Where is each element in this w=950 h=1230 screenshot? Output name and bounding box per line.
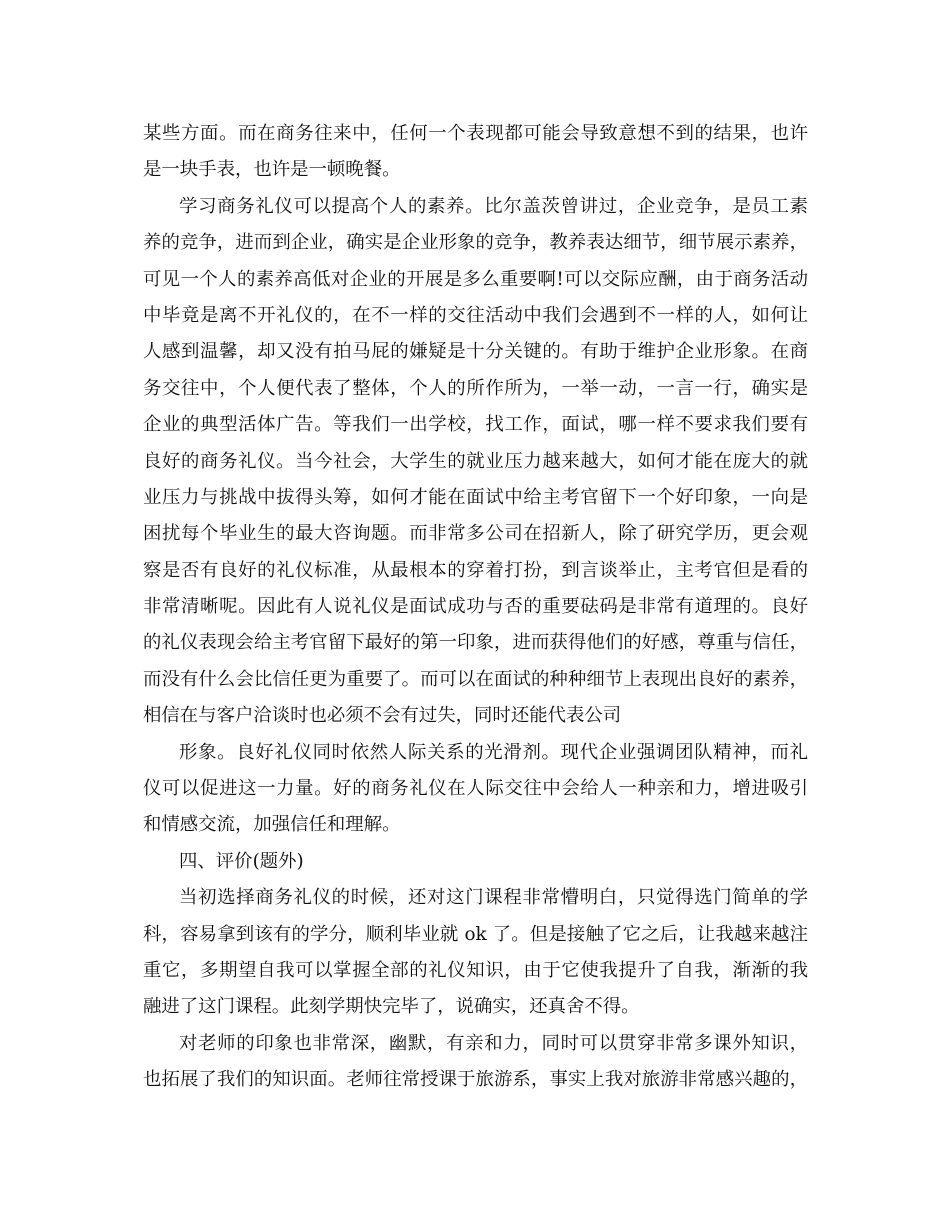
- text-line: 和情感交流，加强信任和理解。: [143, 814, 401, 836]
- text-line: 企业的典型活体广告。等我们一出学校，找工作，面试，哪一样不要求我们要有: [143, 414, 808, 436]
- text-line: 是一块手表，也许是一顿晚餐。: [143, 159, 401, 181]
- text-line: 非常清晰呢。因此有人说礼仪是面试成功与否的重要砝码是非常有道理的。良好: [143, 596, 808, 618]
- text-line: 仪可以促进这一力量。好的商务礼仪在人际交往中会给人一种亲和力，增进吸引: [143, 778, 808, 800]
- paragraph-first-line: 形象。良好礼仪同时依然人际关系的光滑剂。现代企业强调团队精神，而礼: [179, 741, 808, 763]
- text-line: 而没有什么会比信任更为重要了。而可以在面试的种种细节上表现出良好的素养，: [143, 668, 808, 690]
- text-line: 困扰每个毕业生的最大咨询题。而非常多公司在招新人，除了研究学历，更会观: [143, 523, 808, 545]
- text-line: 的礼仪表现会给主考官留下最好的第一印象，进而获得他们的好感，尊重与信任，: [143, 632, 808, 654]
- document-body: [143, 116, 808, 1099]
- text-line: 重它，多期望自我可以掌握全部的礼仪知识，由于它使我提升了自我，渐渐的我: [143, 959, 808, 981]
- section-heading: 四、评价(题外): [179, 850, 304, 872]
- text-line: 融进了这门课程。此刻学期快完毕了，说确实，还真舍不得。: [143, 996, 640, 1018]
- text-line: 某些方面。而在商务往来中，任何一个表现都可能会导致意想不到的结果，也许: [143, 123, 808, 144]
- text-line: 科，容易拿到该有的学分，顺利毕业就 ok 了。但是接触了它之后，让我越来越注: [143, 923, 808, 945]
- text-line: 良好的商务礼仪。当今社会，大学生的就业压力越来越大，如何才能在庞大的就: [143, 450, 808, 472]
- text-line: 中毕竟是离不开礼仪的，在不一样的交往活动中我们会遇到不一样的人，如何让: [143, 304, 808, 326]
- text-line: 相信在与客户洽谈时也必须不会有过失，同时还能代表公司: [143, 705, 622, 727]
- text-line: 可见一个人的素养高低对企业的开展是多么重要啊!可以交际应酬，由于商务活动: [143, 268, 808, 290]
- paragraph-first-line: 学习商务礼仪可以提高个人的素养。比尔盖茨曾讲过，企业竞争，是员工素: [179, 195, 808, 217]
- text-line: 也拓展了我们的知识面。老师往常授课于旅游系，事实上我对旅游非常感兴趣的，: [143, 1069, 808, 1091]
- text-line: 业压力与挑战中拔得头筹，如何才能在面试中给主考官留下一个好印象，一向是: [143, 486, 808, 508]
- text-line: 养的竞争，进而到企业，确实是企业形象的竞争，教养表达细节，细节展示素养，: [143, 232, 808, 254]
- paragraph-first-line: 对老师的印象也非常深，幽默，有亲和力，同时可以贯穿非常多课外知识，: [179, 1032, 808, 1054]
- text-line: 察是否有良好的礼仪标准，从最根本的穿着打扮，到言谈举止，主考官但是看的: [143, 559, 808, 581]
- paragraph-first-line: 当初选择商务礼仪的时候，还对这门课程非常懵明白，只觉得选门简单的学: [179, 887, 808, 909]
- text-line: 务交往中，个人便代表了整体，个人的所作所为，一举一动，一言一行，确实是: [143, 377, 808, 399]
- text-line: 人感到温馨，却又没有拍马屁的嫌疑是十分关键的。有助于维护企业形象。在商: [143, 341, 808, 363]
